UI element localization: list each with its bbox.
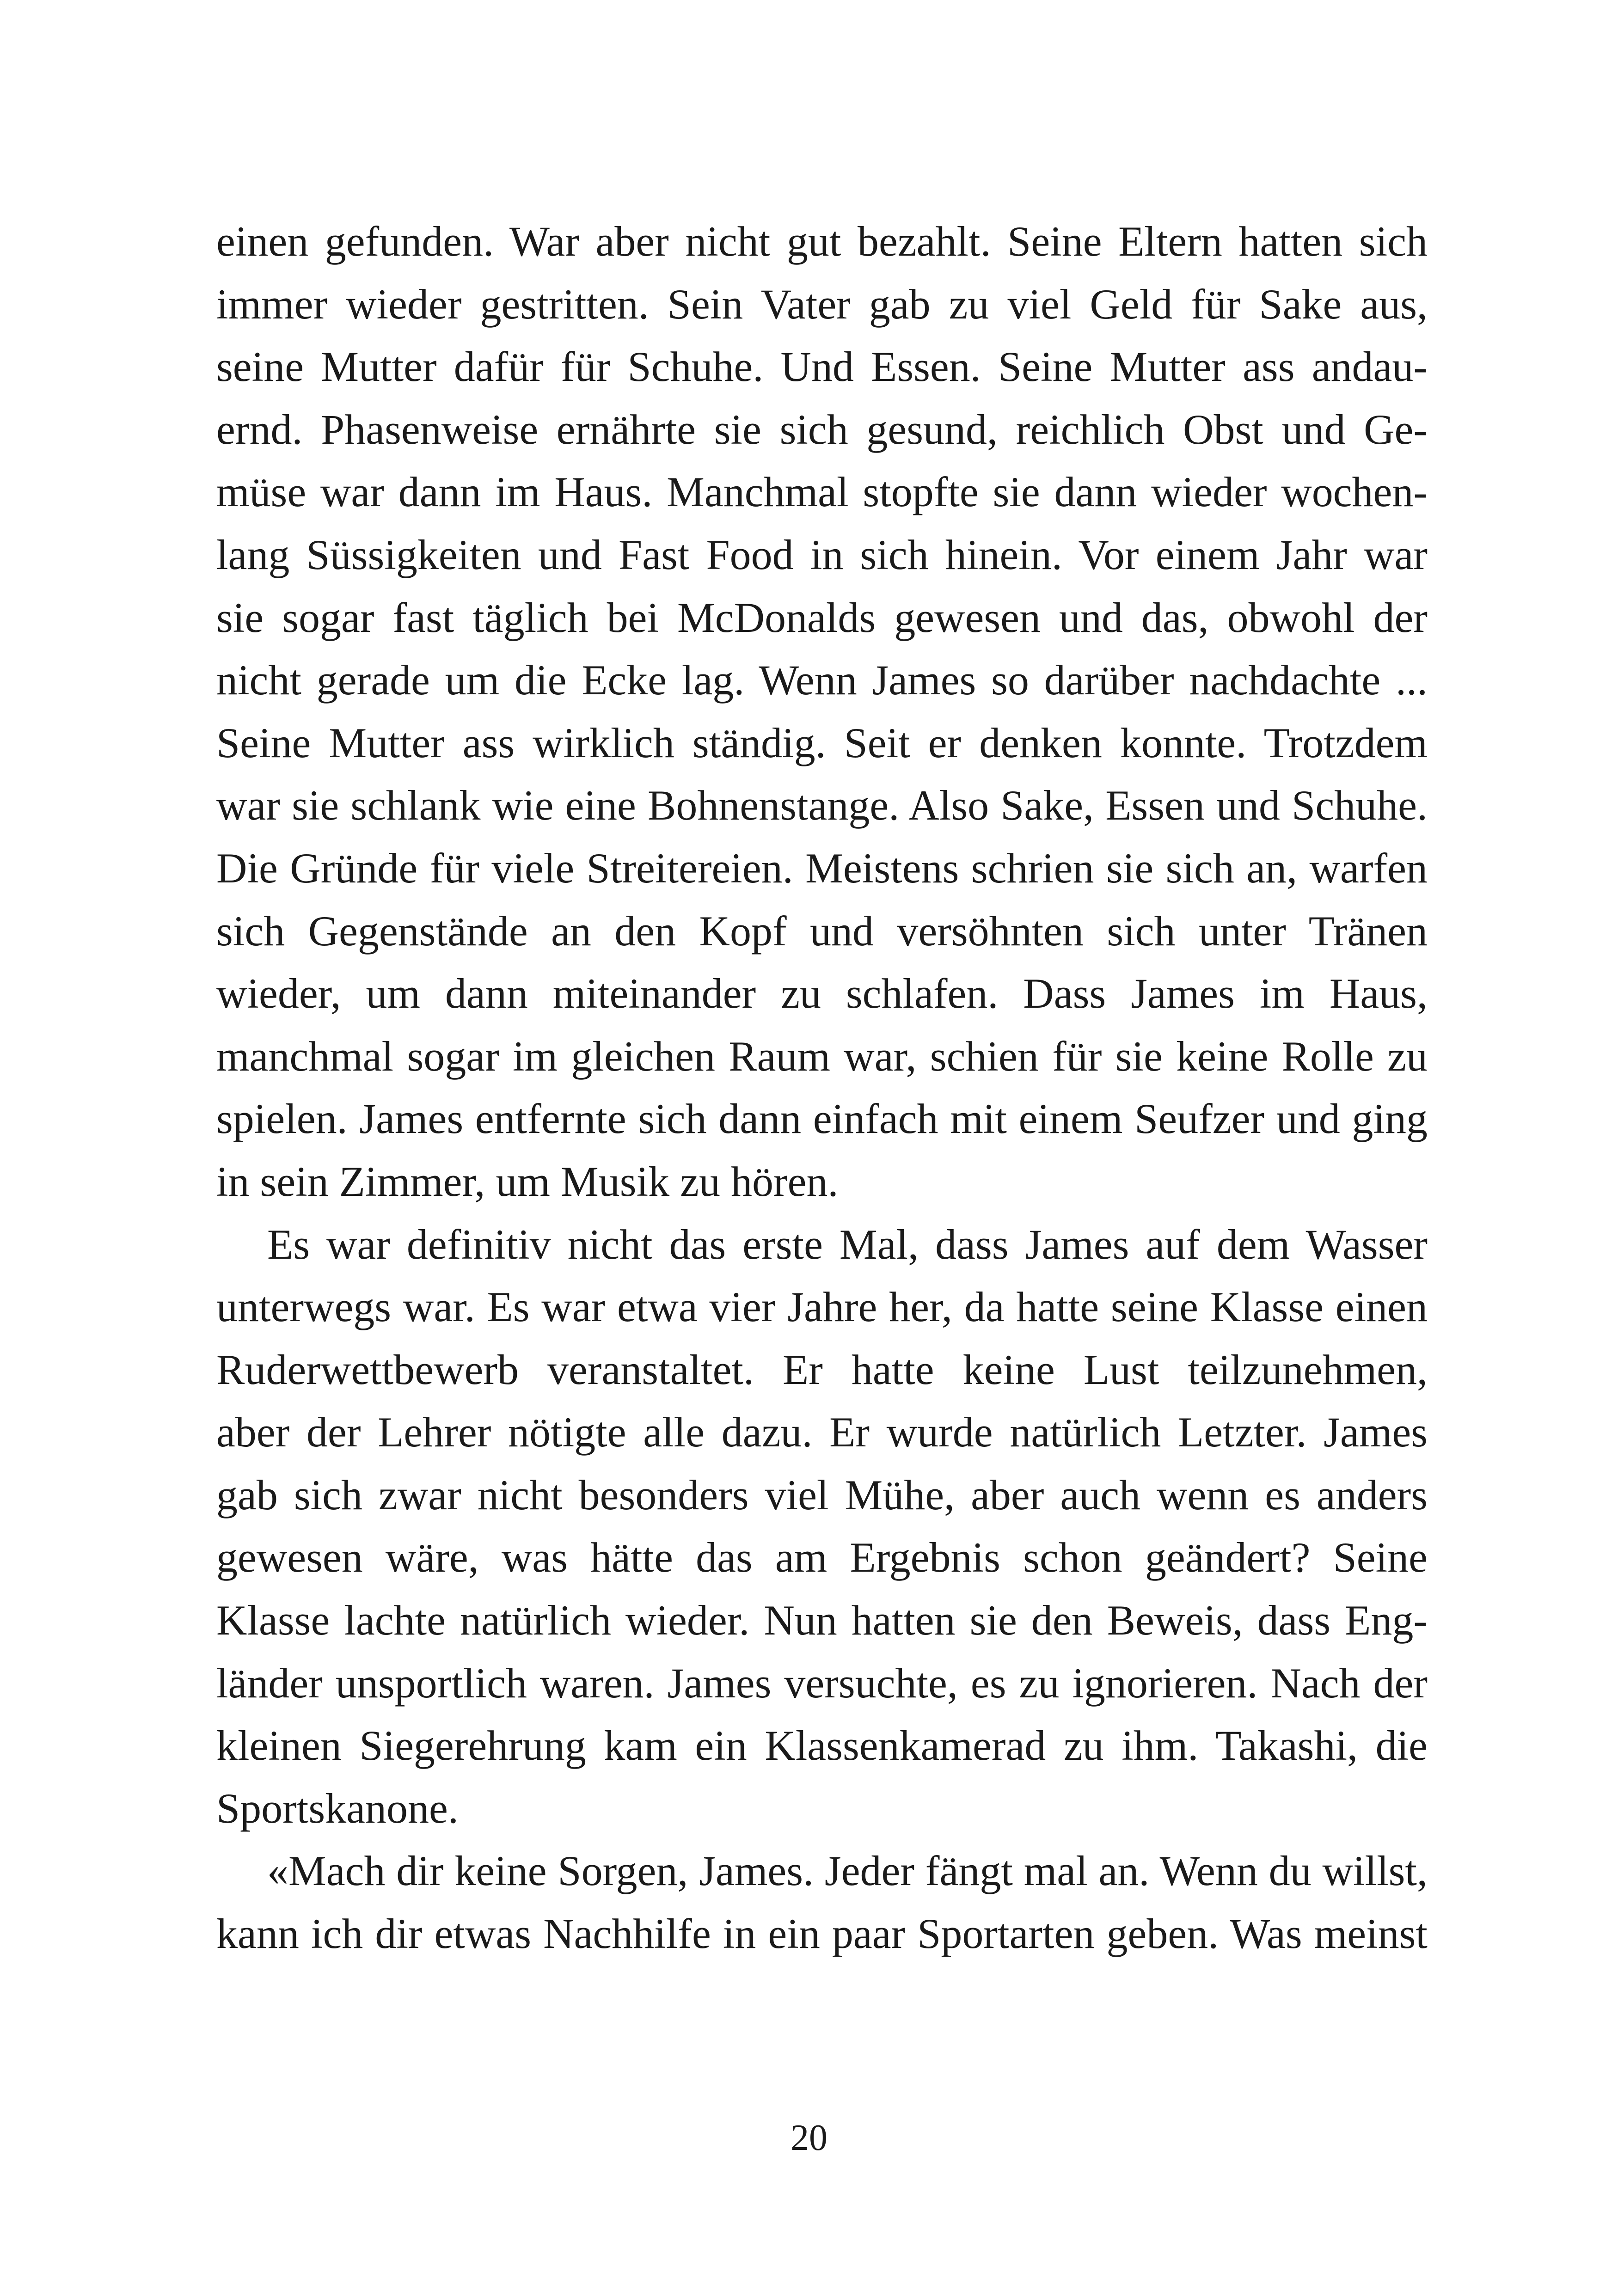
text-line: Seine Mutter ass wirklich ständig. Seit er denken konnte. Trotzdem xyxy=(216,719,1428,766)
text-line: manchmal sogar im gleichen Raum war, schien für sie keine Rolle zu xyxy=(216,1032,1428,1080)
text-line: unterwegs war. Es war etwa vier Jahre her, da hatte seine Klasse einen xyxy=(216,1283,1428,1331)
text-line: nicht gerade um die Ecke lag. Wenn James so darüber nachdachte ... xyxy=(216,656,1428,704)
text-line: gab sich zwar nicht besonders viel Mühe, aber auch wenn es anders xyxy=(216,1471,1428,1518)
text-line: länder unsportlich waren. James versuchte, es zu ignorieren. Nach der xyxy=(216,1659,1428,1707)
text-line: sie sogar fast täglich bei McDonalds gewesen und das, obwohl der xyxy=(216,594,1428,641)
text-line: kann ich dir etwas Nachhilfe in ein paar Sportarten geben. Was meinst xyxy=(216,1910,1428,1958)
text-line: aber der Lehrer nötigte alle dazu. Er wurde natürlich Letzter. James xyxy=(216,1408,1428,1456)
text-line: Die Gründe für viele Streitereien. Meistens schrien sie sich an, warfen xyxy=(216,844,1428,892)
text-line: wieder, um dann miteinander zu schlafen. Dass James im Haus, xyxy=(216,970,1428,1017)
text-line: spielen. James entfernte sich dann einfach mit einem Seufzer und ging xyxy=(216,1095,1428,1143)
text-line: «Mach dir keine Sorgen, James. Jeder fängt mal an. Wenn du willst, xyxy=(267,1847,1428,1895)
text-line: immer wieder gestritten. Sein Vater gab zu viel Geld für Sake aus, xyxy=(216,280,1428,328)
text-line: sich Gegenstände an den Kopf und versöhnten sich unter Tränen xyxy=(216,907,1428,955)
body-text xyxy=(216,210,1428,1965)
text-line: lang Süssigkeiten und Fast Food in sich hinein. Vor einem Jahr war xyxy=(216,531,1428,578)
page-number: 20 xyxy=(791,2118,827,2158)
text-line: Es war definitiv nicht das erste Mal, dass James auf dem Wasser xyxy=(267,1220,1428,1268)
text-line: einen gefunden. War aber nicht gut bezahlt. Seine Eltern hatten sich xyxy=(216,218,1428,265)
text-line: müse war dann im Haus. Manchmal stopfte sie dann wieder wochen- xyxy=(216,468,1428,516)
text-line: in sein Zimmer, um Musik zu hören. xyxy=(216,1157,839,1205)
text-line: war sie schlank wie eine Bohnenstange. Also Sake, Essen und Schuhe. xyxy=(216,782,1428,829)
text-line: ernd. Phasenweise ernährte sie sich gesund, reichlich Obst und Ge- xyxy=(216,405,1428,453)
text-line: Sportskanone. xyxy=(216,1784,459,1832)
text-line: kleinen Siegerehrung kam ein Klassenkamerad zu ihm. Takashi, die xyxy=(216,1722,1428,1769)
text-line: Ruderwettbewerb veranstaltet. Er hatte keine Lust teilzunehmen, xyxy=(216,1346,1428,1393)
text-line: gewesen wäre, was hätte das am Ergebnis schon geändert? Seine xyxy=(216,1534,1428,1581)
text-line: Klasse lachte natürlich wieder. Nun hatten sie den Beweis, dass Eng- xyxy=(216,1597,1428,1644)
text-line: seine Mutter dafür für Schuhe. Und Essen. Seine Mutter ass andau- xyxy=(216,343,1428,391)
